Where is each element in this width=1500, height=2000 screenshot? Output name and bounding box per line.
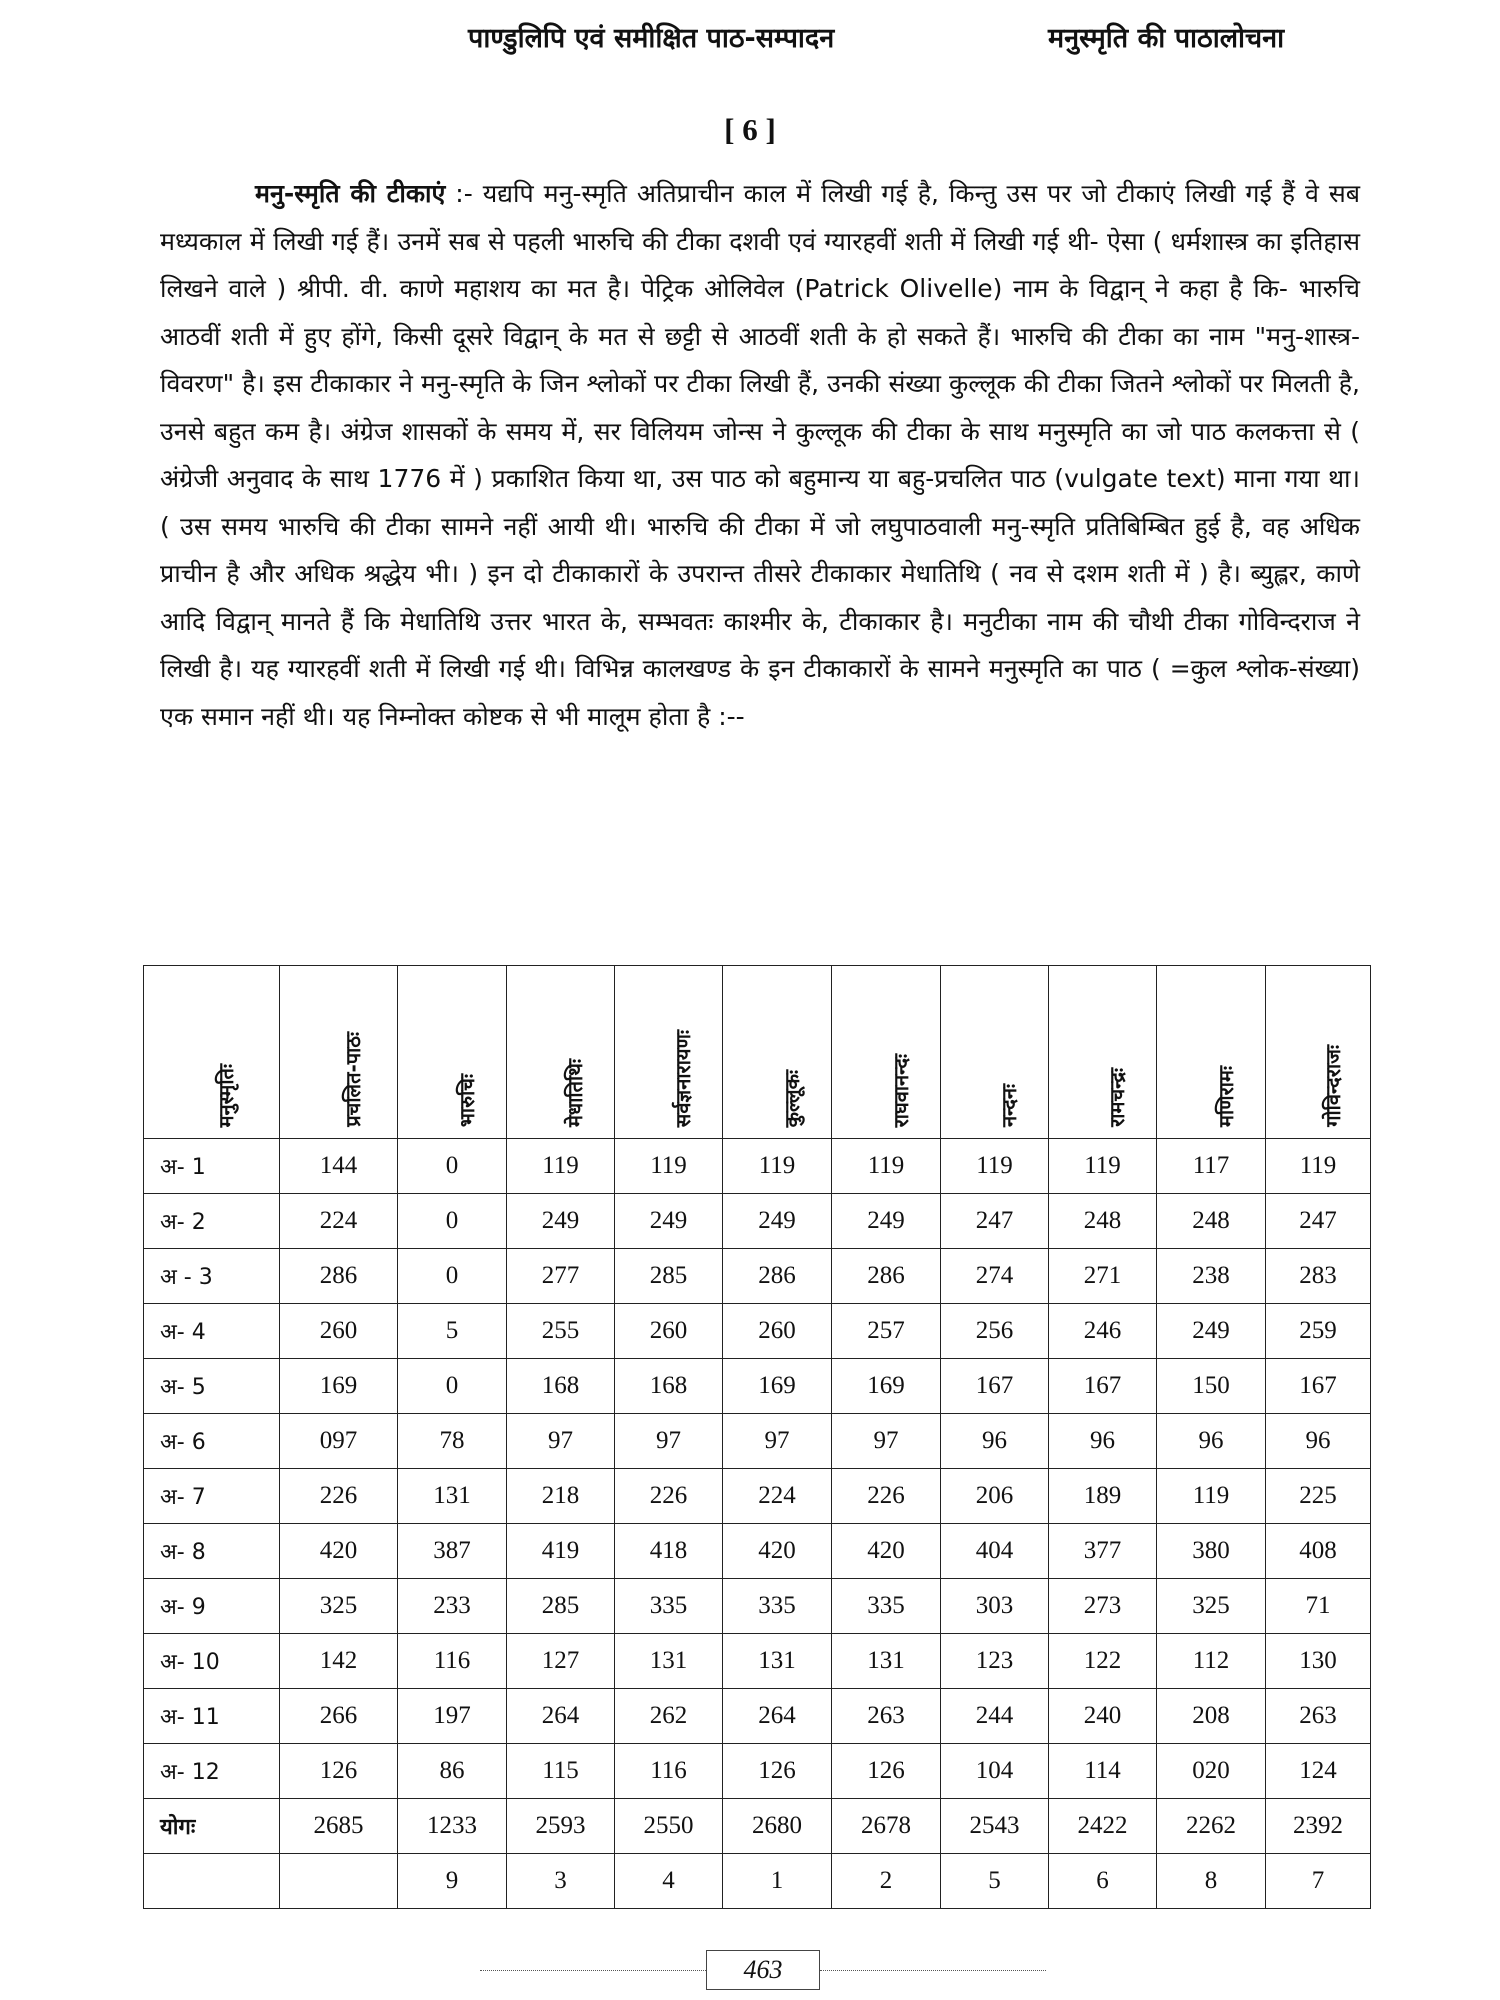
table-cell: 225 (1266, 1469, 1371, 1524)
table-cell: 420 (832, 1524, 941, 1579)
table-cell: 224 (280, 1194, 398, 1249)
table-row (144, 1359, 1371, 1414)
table-cell: 248 (1157, 1194, 1266, 1249)
table-cell: 2685 (280, 1799, 398, 1854)
table-cell: 96 (1266, 1414, 1371, 1469)
table-cell: 97 (615, 1414, 723, 1469)
table-cell: 7 (1266, 1854, 1371, 1909)
table-cell: 226 (832, 1469, 941, 1524)
table-cell: 96 (1049, 1414, 1157, 1469)
table-cell: 2680 (723, 1799, 832, 1854)
column-header (144, 966, 280, 1139)
table-cell: 249 (1157, 1304, 1266, 1359)
table-cell: 226 (280, 1469, 398, 1524)
table-row (144, 1524, 1371, 1579)
table-cell: 119 (832, 1139, 941, 1194)
table-row (144, 1304, 1371, 1359)
table-cell: 285 (615, 1249, 723, 1304)
table-cell: 4 (615, 1854, 723, 1909)
table-cell: 104 (941, 1744, 1049, 1799)
table-cell: 408 (1266, 1524, 1371, 1579)
table-cell: 96 (941, 1414, 1049, 1469)
page-footer (0, 1950, 1500, 1994)
table-cell: 303 (941, 1579, 1049, 1634)
table-cell: 122 (1049, 1634, 1157, 1689)
table-cell: 3 (507, 1854, 615, 1909)
verse-count-table (143, 965, 1371, 1909)
table-cell: 247 (1266, 1194, 1371, 1249)
column-header-label: राघवानन्दः (888, 1053, 913, 1127)
row-label: अ- 4 (144, 1304, 280, 1359)
column-header (941, 966, 1049, 1139)
table-cell: 2678 (832, 1799, 941, 1854)
table-row (144, 1469, 1371, 1524)
table-cell: 273 (1049, 1579, 1157, 1634)
table-cell: 96 (1157, 1414, 1266, 1469)
table-cell (280, 1854, 398, 1909)
table-cell: 168 (507, 1359, 615, 1414)
table-cell: 260 (615, 1304, 723, 1359)
table-cell: 286 (832, 1249, 941, 1304)
table-cell: 97 (832, 1414, 941, 1469)
table-cell: 119 (615, 1139, 723, 1194)
table-cell: 226 (615, 1469, 723, 1524)
table-cell: 249 (723, 1194, 832, 1249)
column-header-label: भारुचिः (454, 1073, 479, 1127)
table-cell: 112 (1157, 1634, 1266, 1689)
column-header-label: प्रचलित-पाठः (341, 1032, 365, 1127)
table-cell: 6 (1049, 1854, 1157, 1909)
table-cell: 224 (723, 1469, 832, 1524)
table-cell: 119 (723, 1139, 832, 1194)
table-cell: 168 (615, 1359, 723, 1414)
table-cell: 130 (1266, 1634, 1371, 1689)
table-cell: 208 (1157, 1689, 1266, 1744)
table-cell: 377 (1049, 1524, 1157, 1579)
table-cell: 255 (507, 1304, 615, 1359)
table-cell: 97 (507, 1414, 615, 1469)
table-cell: 2550 (615, 1799, 723, 1854)
table-cell: 123 (941, 1634, 1049, 1689)
table-cell: 283 (1266, 1249, 1371, 1304)
table-cell: 248 (1049, 1194, 1157, 1249)
column-header (1049, 966, 1157, 1139)
row-label: अ- 12 (144, 1744, 280, 1799)
table-cell: 266 (280, 1689, 398, 1744)
header-chapter-title: मनुस्मृति की पाठालोचना (1048, 23, 1285, 54)
column-header (398, 966, 507, 1139)
table-cell: 119 (1157, 1469, 1266, 1524)
table-cell: 2262 (1157, 1799, 1266, 1854)
table-cell: 119 (941, 1139, 1049, 1194)
row-label: अ- 10 (144, 1634, 280, 1689)
row-label: अ- 2 (144, 1194, 280, 1249)
row-label: अ- 8 (144, 1524, 280, 1579)
row-label: अ- 11 (144, 1689, 280, 1744)
table-cell: 71 (1266, 1579, 1371, 1634)
table-cell: 119 (507, 1139, 615, 1194)
table-cell: 097 (280, 1414, 398, 1469)
table-cell: 197 (398, 1689, 507, 1744)
table-cell: 2422 (1049, 1799, 1157, 1854)
table-cell: 218 (507, 1469, 615, 1524)
table-cell: 117 (1157, 1139, 1266, 1194)
table-cell: 259 (1266, 1304, 1371, 1359)
paragraph-text: :- यद्यपि मनु-स्मृति अतिप्राचीन काल में लिखी गई है, किन्तु उस पर जो टीकाएं लिखी गई हैं वे सब मध्यकाल में लिखी गई हैं। उनमें सब से पहली भारुचि की टीका दशवी एवं ग्यारहवीं शती में लिखी गई थी- ऐसा ( धर्मशास्त्र का इतिहास लिखने वाले ) श्रीपी. वी. काणे महाशय का मत है। पेट्रिक ओलिवेल (Patrick Olivelle) नाम के विद्वान् ने कहा है कि- भारुचि आठवीं शती में हुए होंगे, किसी दूसरे विद्वान् के मत से छट्टी से आठवीं शती के हो सकते हैं। भारुचि की टीका का नाम "मनु-शास्त्र-विवरण" है। इस टीकाकार ने मनु-स्मृति के जिन श्लोकों पर टीका लिखी हैं, उनकी संख्या कुल्लूक की टीका जितने श्लोकों पर मिलती है, उनसे बहुत कम है। अंग्रेज शासकों के समय में, सर विलियम जोन्स ने कुल्लूक की टीका के साथ मनुस्मृति का जो पाठ कलकत्ता से ( अंग्रेजी अनुवाद के साथ 1776 में ) प्रकाशित किया था, उस पाठ को बहुमान्य या बहु-प्रचलित पाठ (vulgate text) माना गया था। ( उस समय भारुचि की टीका सामने नहीं आयी थी। भारुचि की टीका में जो लघुपाठवाली मनु-स्मृति प्रतिबिम्बित हुई है, वह अधिक प्राचीन है और अधिक श्रद्धेय भी। ) इन दो टीकाकारों के उपरान्त तीसरे टीकाकार मेधातिथि ( नव से दशम शती में ) है। ब्युह्लर, काणे आदि विद्वान् मानते हैं कि मेधातिथि उत्तर भारत के, सम्भवतः काश्मीर के, टीकाकार है। मनुटीका नाम की चौथी टीका गोविन्दराज ने लिखी है। यह ग्यारहवीं शती में लिखी गई थी। विभिन्न कालखण्ड के इन टीकाकारों के सामने मनुस्मृति का पाठ ( =कुल श्लोक-संख्या) एक समान नहीं थी। यह निम्नोक्त कोष्टक से भी मालूम होता है :-- (160, 179, 1361, 731)
table-cell: 020 (1157, 1744, 1266, 1799)
table-cell: 142 (280, 1634, 398, 1689)
table-cell: 260 (723, 1304, 832, 1359)
table-cell: 169 (832, 1359, 941, 1414)
table-cell: 2 (832, 1854, 941, 1909)
footer-rule-right (820, 1970, 1046, 1971)
table-cell: 97 (723, 1414, 832, 1469)
table-cell: 127 (507, 1634, 615, 1689)
table-cell: 131 (398, 1469, 507, 1524)
total-row (144, 1799, 1371, 1854)
column-header (1266, 966, 1371, 1139)
page-number: 463 (706, 1950, 820, 1990)
table-cell: 1 (723, 1854, 832, 1909)
table-cell: 420 (280, 1524, 398, 1579)
table-row (144, 1414, 1371, 1469)
table-cell: 286 (723, 1249, 832, 1304)
table-cell: 126 (832, 1744, 941, 1799)
table-body (144, 1139, 1371, 1909)
table-cell: 260 (280, 1304, 398, 1359)
table-cell: 246 (1049, 1304, 1157, 1359)
table-cell: 257 (832, 1304, 941, 1359)
table-cell: 144 (280, 1139, 398, 1194)
table-cell: 0 (398, 1359, 507, 1414)
column-header (507, 966, 615, 1139)
paragraph-lead: मनु-स्मृति की टीकाएं (255, 179, 446, 208)
column-header-label: रामचन्द्रः (1105, 1068, 1129, 1127)
table-cell: 264 (507, 1689, 615, 1744)
column-header-label: कुल्लूकः (779, 1069, 804, 1127)
table-cell: 335 (615, 1579, 723, 1634)
table-cell: 0 (398, 1194, 507, 1249)
table-cell: 418 (615, 1524, 723, 1579)
table-cell: 9 (398, 1854, 507, 1909)
running-header (0, 18, 1500, 78)
table-header-row (144, 966, 1371, 1139)
table-cell: 8 (1157, 1854, 1266, 1909)
table-cell: 419 (507, 1524, 615, 1579)
table-cell: 5 (398, 1304, 507, 1359)
table-cell: 233 (398, 1579, 507, 1634)
table-cell: 325 (1157, 1579, 1266, 1634)
table-cell: 0 (398, 1249, 507, 1304)
row-label: अ- 9 (144, 1579, 280, 1634)
table-cell: 420 (723, 1524, 832, 1579)
table-cell: 263 (1266, 1689, 1371, 1744)
column-header (615, 966, 723, 1139)
row-label: अ- 1 (144, 1139, 280, 1194)
table-cell: 119 (1266, 1139, 1371, 1194)
table-cell: 115 (507, 1744, 615, 1799)
table-cell: 78 (398, 1414, 507, 1469)
table-cell: 114 (1049, 1744, 1157, 1799)
table-cell: 2543 (941, 1799, 1049, 1854)
table-cell: 131 (615, 1634, 723, 1689)
row-label: योगः (144, 1799, 280, 1854)
column-header (723, 966, 832, 1139)
table-cell: 189 (1049, 1469, 1157, 1524)
column-header-label: मणिरामः (1213, 1066, 1238, 1127)
table-cell: 271 (1049, 1249, 1157, 1304)
table-row (144, 1744, 1371, 1799)
column-header-label: नन्दनः (997, 1083, 1021, 1127)
table-row (144, 1634, 1371, 1689)
table-cell: 116 (398, 1634, 507, 1689)
column-header (832, 966, 941, 1139)
section-number: [ 6 ] (724, 112, 776, 147)
table-cell: 249 (832, 1194, 941, 1249)
table-cell: 2593 (507, 1799, 615, 1854)
row-label (144, 1854, 280, 1909)
table-cell: 119 (1049, 1139, 1157, 1194)
row-label: अ - 3 (144, 1249, 280, 1304)
table-cell: 387 (398, 1524, 507, 1579)
table-cell: 86 (398, 1744, 507, 1799)
table-cell: 404 (941, 1524, 1049, 1579)
table-cell: 167 (941, 1359, 1049, 1414)
table-cell: 335 (723, 1579, 832, 1634)
table-cell: 249 (615, 1194, 723, 1249)
column-header-label: सर्वज्ञनारायणः (671, 1029, 695, 1127)
table-cell: 264 (723, 1689, 832, 1744)
table-cell: 124 (1266, 1744, 1371, 1799)
column-header-label: गोविन्दराजः (1320, 1045, 1345, 1127)
table-row (144, 1249, 1371, 1304)
table-row (144, 1139, 1371, 1194)
table-cell: 0 (398, 1139, 507, 1194)
row-label: अ- 7 (144, 1469, 280, 1524)
table-cell: 380 (1157, 1524, 1266, 1579)
table-cell: 277 (507, 1249, 615, 1304)
row-label: अ- 5 (144, 1359, 280, 1414)
table-cell: 167 (1049, 1359, 1157, 1414)
table-cell: 131 (723, 1634, 832, 1689)
table-cell: 169 (723, 1359, 832, 1414)
body-paragraph (160, 170, 1360, 740)
table-cell: 325 (280, 1579, 398, 1634)
table-row (144, 1579, 1371, 1634)
table-cell: 167 (1266, 1359, 1371, 1414)
footer-rule-left (480, 1970, 706, 1971)
table-cell: 256 (941, 1304, 1049, 1359)
table-cell: 247 (941, 1194, 1049, 1249)
table-cell: 274 (941, 1249, 1049, 1304)
table-cell: 5 (941, 1854, 1049, 1909)
column-header-label: मेधातिथिः (563, 1058, 587, 1127)
column-header-label: मनुस्मृतिः (214, 1063, 238, 1127)
table-cell: 263 (832, 1689, 941, 1744)
table-cell: 169 (280, 1359, 398, 1414)
column-header (280, 966, 398, 1139)
table-cell: 126 (723, 1744, 832, 1799)
table-cell: 150 (1157, 1359, 1266, 1414)
table-cell: 1233 (398, 1799, 507, 1854)
table-cell: 206 (941, 1469, 1049, 1524)
rank-row (144, 1854, 1371, 1909)
table-cell: 244 (941, 1689, 1049, 1744)
row-label: अ- 6 (144, 1414, 280, 1469)
table-cell: 262 (615, 1689, 723, 1744)
table-cell: 2392 (1266, 1799, 1371, 1854)
table-row (144, 1194, 1371, 1249)
table-cell: 286 (280, 1249, 398, 1304)
table-row (144, 1689, 1371, 1744)
table-cell: 131 (832, 1634, 941, 1689)
table-cell: 116 (615, 1744, 723, 1799)
table-cell: 335 (832, 1579, 941, 1634)
table-cell: 238 (1157, 1249, 1266, 1304)
table-cell: 240 (1049, 1689, 1157, 1744)
header-book-title: पाण्डुलिपि एवं समीक्षित पाठ-सम्पादन (468, 23, 835, 54)
table-cell: 285 (507, 1579, 615, 1634)
table-cell: 249 (507, 1194, 615, 1249)
table-cell: 126 (280, 1744, 398, 1799)
column-header (1157, 966, 1266, 1139)
